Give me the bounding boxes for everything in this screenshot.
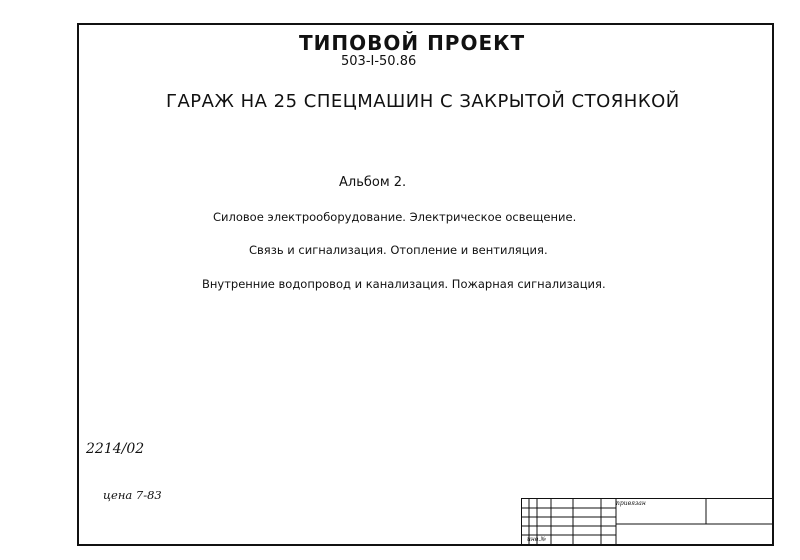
project-code: 503-I-50.86 — [341, 54, 417, 69]
project-title: ТИПОВОЙ ПРОЕКТ — [299, 31, 526, 55]
content-line: Связь и сигнализация. Отопление и вентиляция. — [249, 243, 548, 257]
content-line: Силовое электрооборудование. Электрическое освещение. — [213, 210, 577, 224]
inventory-number: 2214/02 — [86, 441, 145, 457]
project-subtitle: ГАРАЖ НА 25 СПЕЦМАШИН С ЗАКРЫТОЙ СТОЯНКОЙ — [166, 91, 680, 112]
title-block-stamp — [521, 498, 774, 546]
content-line: Внутренние водопровод и канализация. Пожарная сигнализация. — [202, 277, 606, 291]
stamp-label: привязан — [616, 500, 646, 507]
stamp-mark: инв.№ — [527, 536, 546, 543]
price-note: цена 7-83 — [103, 488, 162, 502]
album-number: Альбом 2. — [339, 175, 407, 190]
stamp-grid — [521, 498, 774, 546]
